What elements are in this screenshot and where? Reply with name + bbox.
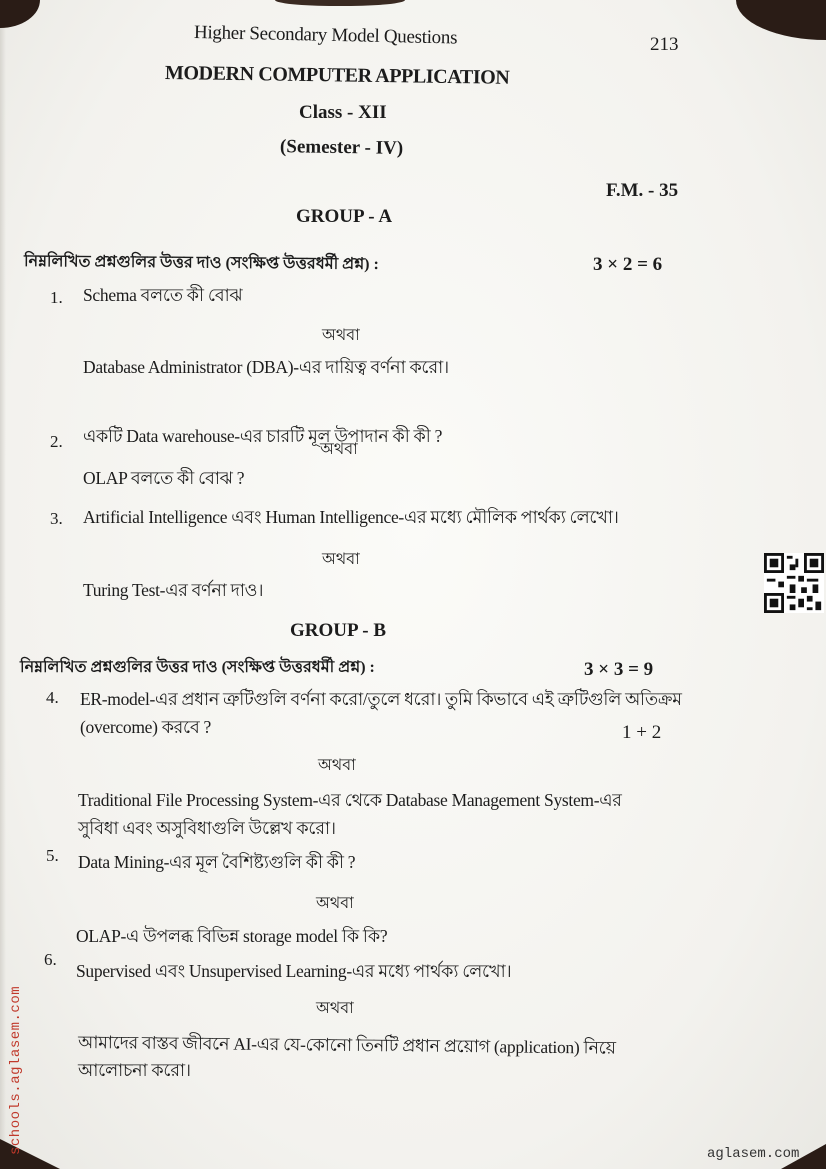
question-number: 5. [46, 846, 59, 865]
question-number: 4. [46, 688, 59, 707]
group-b-instruction: নিম্নলিখিত প্রশ্নগুলির উত্তর দাও (সংক্ষিপ্ত উত্তরধর্মী প্রশ্ন) : [20, 659, 375, 676]
scan-corner-top-left [0, 0, 40, 28]
question-text: Data Mining-এর মূল বৈশিষ্ট্যগুলি কী কী ? [78, 852, 356, 872]
full-marks: F.M. - 35 [606, 180, 679, 201]
question-number: 3. [50, 509, 63, 528]
or-label: অথবা [316, 895, 354, 912]
or-label: অথবা [318, 757, 356, 774]
scan-corner-top-right [736, 0, 826, 40]
group-a-heading: GROUP - A [296, 206, 393, 227]
group-a-instruction: নিম্নলিখিত প্রশ্নগুলির উত্তর দাও (সংক্ষিপ্ত উত্তরধর্মী প্রশ্ন) : [23, 253, 379, 274]
alternative-question-text: Turing Test-এর বর্ণনা দাও। [83, 580, 264, 600]
alternative-question-text: Database Administrator (DBA)-এর দায়িত্ব বর্ণনা করো। [83, 357, 449, 377]
side-watermark: schools.aglasem.com [8, 985, 24, 1155]
page-edge-shadow [0, 0, 6, 1169]
or-label: অথবা [322, 551, 360, 568]
group-b-heading: GROUP - B [290, 620, 387, 641]
question-text: একটি Data warehouse-এর চারটি মূল উপাদান কী কী ? [83, 426, 443, 446]
question-number: 6. [44, 950, 57, 969]
running-header: Higher Secondary Model Questions [193, 22, 458, 49]
question-number: 1. [50, 288, 63, 307]
question-text-line-2: (overcome) করবে ? [80, 717, 212, 737]
class-label: Class - XII [299, 102, 387, 123]
question-text: Supervised এবং Unsupervised Learning-এর মধ্যে পার্থক্য লেখো। [76, 961, 512, 981]
question-text-line-1: ER-model-এর প্রধান ত্রুটিগুলি বর্ণনা করো/তুলে ধরো। তুমি কিভাবে এই ত্রুটিগুলি অতিক্রম [80, 689, 682, 709]
or-label: অথবা [316, 1000, 354, 1017]
bottom-watermark: aglasem.com [707, 1146, 800, 1162]
alternative-question-text: OLAP-এ উপলব্ধ বিভিন্ন storage model কি কি? [76, 926, 388, 946]
question-text: Schema বলতে কী বোঝ [83, 285, 243, 305]
scan-edge-top [275, 0, 405, 6]
alternative-question-text: OLAP বলতে কী বোঝ ? [83, 468, 245, 488]
or-label: অথবা [320, 441, 358, 458]
alternative-question-line-2: সুবিধা এবং অসুবিধাগুলি উল্লেখ করো। [78, 818, 336, 838]
alternative-question-line-1: Traditional File Processing System-এর থেকে Database Management System-এর [78, 790, 622, 810]
alternative-question-line-1: আমাদের বাস্তব জীবনে AI-এর যে-কোনো তিনটি প্রধান প্রয়োগ (application) নিয়ে [77, 1032, 616, 1058]
split-marks: 1 + 2 [622, 722, 662, 743]
page-number: 213 [650, 34, 679, 55]
alternative-question-line-2: আলোচনা করো। [78, 1060, 191, 1080]
group-b-marks: 3 × 3 = 9 [584, 659, 654, 680]
question-number: 2. [50, 432, 63, 451]
question-text: Artificial Intelligence এবং Human Intelligence-এর মধ্যে মৌলিক পার্থক্য লেখো। [83, 507, 619, 527]
semester-label: (Semester - IV) [279, 136, 404, 159]
subject-title: MODERN COMPUTER APPLICATION [164, 62, 510, 89]
group-a-marks: 3 × 2 = 6 [593, 254, 663, 275]
or-label: অথবা [322, 327, 360, 344]
qr-code-image [763, 553, 825, 613]
